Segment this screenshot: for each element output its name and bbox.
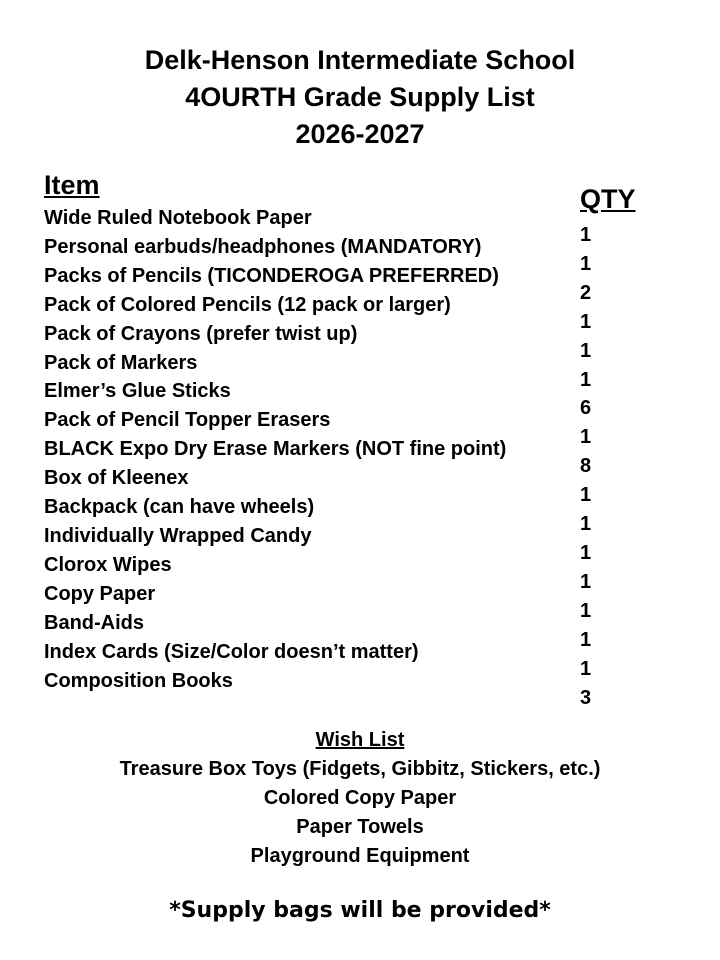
supply-item: Box of Kleenex bbox=[44, 467, 189, 490]
document-title bbox=[0, 42, 720, 153]
wish-list-item: Treasure Box Toys (Fidgets, Gibbitz, Stickers, etc.) bbox=[119, 758, 601, 780]
supply-qty: 3 bbox=[580, 686, 592, 709]
school-year: 2026-2027 bbox=[295, 119, 425, 149]
supply-qty: 1 bbox=[580, 513, 592, 536]
supply-qty: 1 bbox=[580, 368, 592, 391]
grade-list-title: 4OURTH Grade Supply List bbox=[185, 82, 535, 112]
supply-qty: 1 bbox=[580, 310, 592, 333]
supply-item: Wide Ruled Notebook Paper bbox=[44, 207, 312, 229]
school-name: Delk-Henson Intermediate School bbox=[144, 45, 576, 75]
wish-list-item: Paper Towels bbox=[296, 816, 424, 838]
wish-list-title: Wish List bbox=[315, 729, 405, 751]
supply-qty: 1 bbox=[580, 252, 592, 275]
wish-list-item: Colored Copy Paper bbox=[263, 787, 457, 809]
supply-qty: 1 bbox=[580, 339, 592, 362]
supply-item: Index Cards (Size/Color doesn’t matter) bbox=[44, 640, 419, 663]
supply-item: Composition Books bbox=[44, 669, 233, 692]
supply-item: Copy Paper bbox=[44, 582, 156, 605]
supply-item: Pack of Markers bbox=[44, 351, 198, 374]
supply-qty: 1 bbox=[580, 570, 592, 593]
supply-qty: 2 bbox=[580, 281, 592, 304]
supply-qty: 1 bbox=[580, 426, 592, 449]
wish-list-items bbox=[0, 755, 720, 871]
qty-column-header: QTY bbox=[580, 184, 636, 214]
supply-qty-list bbox=[580, 221, 591, 712]
supply-qty: 1 bbox=[580, 628, 592, 651]
wish-list-item: Playground Equipment bbox=[250, 845, 470, 867]
supply-qty: 1 bbox=[580, 541, 592, 564]
supply-item: Pack of Pencil Topper Erasers bbox=[44, 409, 331, 432]
supply-item: Elmer’s Glue Sticks bbox=[44, 380, 231, 403]
supply-qty: 1 bbox=[580, 599, 592, 622]
wish-list-section bbox=[0, 726, 720, 871]
supply-item: BLACK Expo Dry Erase Markers (NOT fine point) bbox=[44, 438, 507, 461]
supply-item: Personal earbuds/headphones (MANDATORY) bbox=[44, 235, 482, 258]
supply-bags-note: *Supply bags will be provided* bbox=[169, 898, 551, 923]
supply-item: Backpack (can have wheels) bbox=[44, 496, 315, 519]
supply-qty: 6 bbox=[580, 397, 592, 420]
supply-item: Clorox Wipes bbox=[44, 553, 172, 576]
supply-item: Pack of Colored Pencils (12 pack or larger) bbox=[44, 293, 451, 316]
supply-item: Pack of Crayons (prefer twist up) bbox=[44, 322, 358, 345]
supply-qty: 8 bbox=[580, 455, 592, 478]
supply-item: Individually Wrapped Candy bbox=[44, 524, 312, 547]
supply-item: Band-Aids bbox=[44, 611, 144, 634]
supply-item: Packs of Pencils (TICONDEROGA PREFERRED) bbox=[44, 264, 499, 287]
item-column-header: Item bbox=[44, 170, 100, 200]
supply-qty: 1 bbox=[580, 484, 592, 507]
supply-items-list bbox=[44, 204, 506, 695]
supply-qty: 1 bbox=[580, 657, 592, 680]
supply-qty: 1 bbox=[580, 224, 592, 246]
